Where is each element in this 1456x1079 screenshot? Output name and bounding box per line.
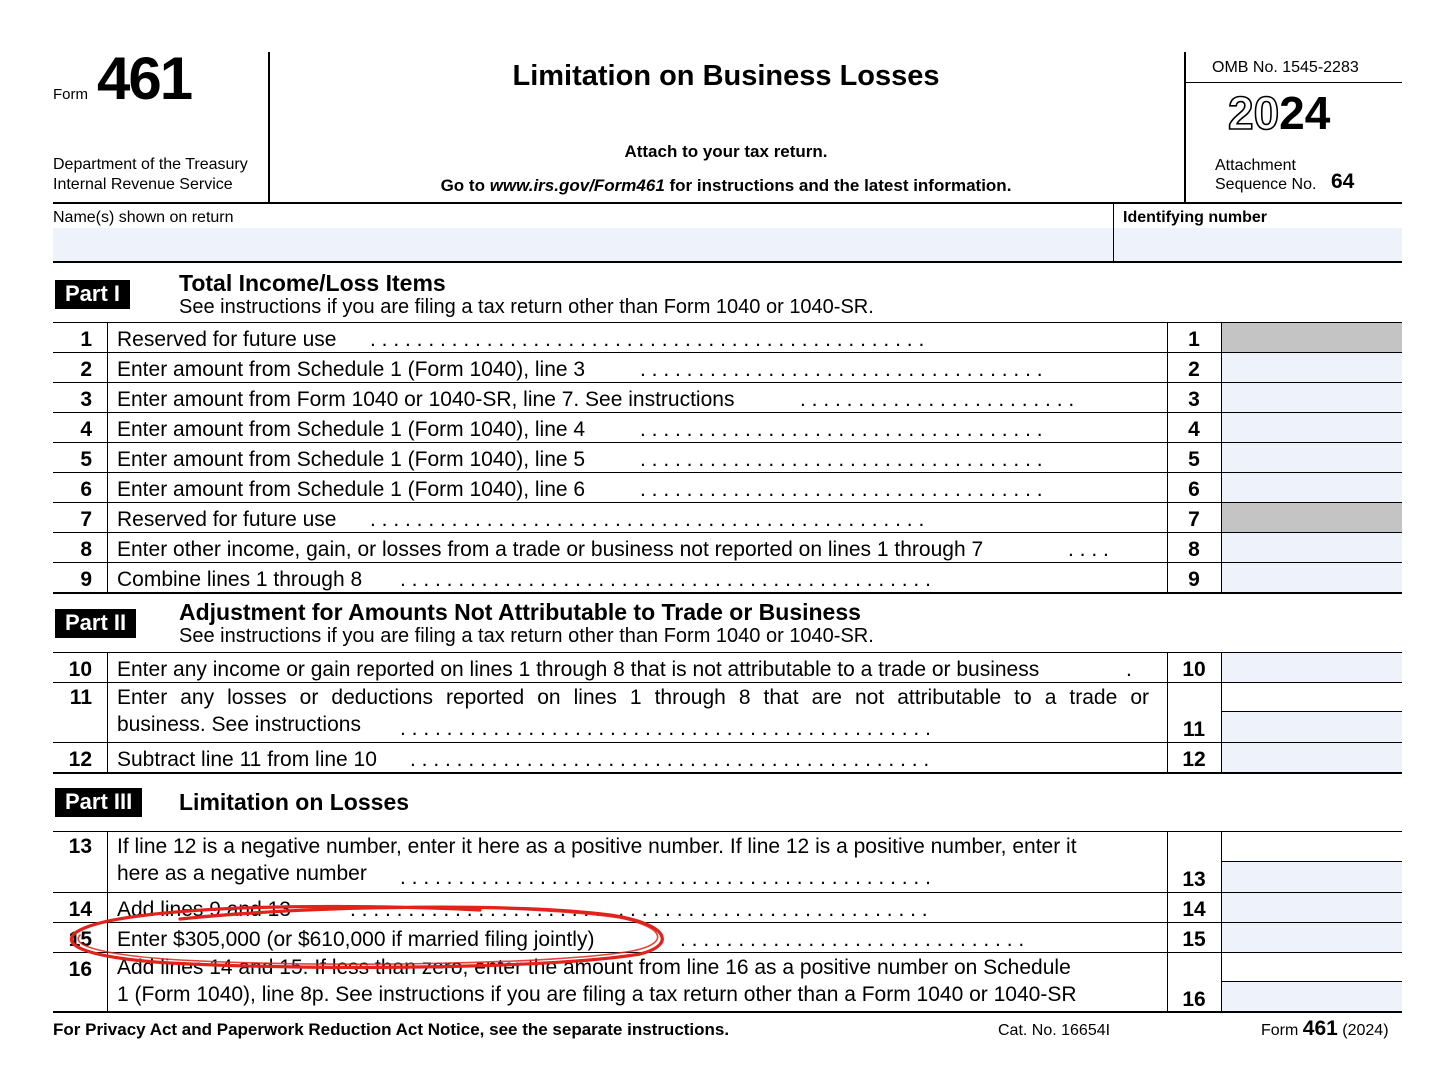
names-label: Name(s) shown on return [53,209,234,226]
line-8-box-label: 8 [1188,538,1200,561]
service-label: Internal Revenue Service [53,176,233,193]
line-12-dots: . . . . . . . . . . . . . . . . . . . . . . . . . . . . . . . . . . . . . . . . . . . . . [410,748,930,771]
line-2-text: Enter amount from Schedule 1 (Form 1040), line 3 [117,358,586,381]
line-4-box-label: 4 [1188,418,1200,441]
footer-form-year: (2024) [1342,1022,1389,1039]
line-8-number: 8 [80,538,92,561]
line-15-dots: . . . . . . . . . . . . . . . . . . . . . . . . . . . . . . [680,928,1025,951]
line-14-dots: . . . . . . . . . . . . . . . . . . . . . . . . . . . . . . . . . . . . . . . . . . . . . . . . . . [350,898,928,921]
form-number: 461 [97,45,192,112]
line-13-number: 13 [68,835,92,858]
line-6-box-label: 6 [1188,478,1200,501]
line-3-number: 3 [80,388,92,411]
tax-year-bold: 24 [1279,87,1331,139]
line-3-dots: . . . . . . . . . . . . . . . . . . . . . . . . [800,388,1075,411]
footer-form-number: 461 [1302,1017,1338,1040]
line-1-text: Reserved for future use [117,328,337,351]
line-6-text: Enter amount from Schedule 1 (Form 1040), line 6 [117,478,586,501]
omb-number: OMB No. 1545-2283 [1212,59,1359,76]
line-9-text: Combine lines 1 through 8 [117,568,363,591]
line-6-dots: . . . . . . . . . . . . . . . . . . . . . . . . . . . . . . . . . . . [640,478,1043,501]
footer-form-word: Form [1261,1022,1299,1039]
line-10-dots: . [1126,658,1132,681]
goto-prefix: Go to [440,176,490,195]
attachment-label: Attachment [1215,157,1296,174]
line-11-text-a: Enter any losses or deductions reported on lines 1 through 8 that are not attributable to a trade or [117,686,1149,709]
line-5-box-label: 5 [1188,448,1200,471]
part-1-title: Total Income/Loss Items [179,270,446,296]
line-12-text: Subtract line 11 from line 10 [117,748,377,771]
irs-url-link[interactable]: www.irs.gov/Form461 [489,176,665,195]
footer-form-id [1261,1017,1389,1041]
line-12-number: 12 [68,748,92,771]
line-4-number: 4 [80,418,92,441]
line-3-text: Enter amount from Form 1040 or 1040-SR, line 7. See instructions [117,388,735,411]
line-3-box-label: 3 [1188,388,1200,411]
line-2-dots: . . . . . . . . . . . . . . . . . . . . . . . . . . . . . . . . . . . [640,358,1043,381]
part-2-badge: Part II [55,609,136,638]
line-5-number: 5 [80,448,92,471]
part-2-subtitle: See instructions if you are filing a tax return other than Form 1040 or 1040-SR. [179,625,874,647]
line-14-text: Add lines 9 and 13 [117,898,291,921]
part-2-title: Adjustment for Amounts Not Attributable to Trade or Business [179,599,861,625]
line-2-number: 2 [80,358,92,381]
catalog-number: Cat. No. 16654I [998,1022,1111,1039]
goto-suffix: for instructions and the latest information. [664,176,1012,195]
line-9-dots: . . . . . . . . . . . . . . . . . . . . . . . . . . . . . . . . . . . . . . . . . . . . . . [400,568,931,591]
privacy-notice: For Privacy Act and Paperwork Reduction Act Notice, see the separate instructions. [53,1020,730,1039]
line-14-number: 14 [68,898,92,921]
line-15-box-label: 15 [1182,928,1206,951]
line-13-text-a: If line 12 is a negative number, enter it here as a positive number. If line 12 is a positive number, enter it [117,835,1077,858]
line-9-box-label: 9 [1188,568,1200,591]
line-16-text-b: 1 (Form 1040), line 8p. See instructions if you are filing a tax return other than a Form 1040 or 1040-SR [117,983,1077,1006]
line-7-box-label: 7 [1188,508,1200,531]
line-11-number: 11 [69,686,92,709]
line-14-box-label: 14 [1182,898,1206,921]
sequence-label: Sequence No. [1215,176,1317,193]
line-10-text: Enter any income or gain reported on lines 1 through 8 that is not attributable to a trade or business [117,658,1040,681]
line-5-dots: . . . . . . . . . . . . . . . . . . . . . . . . . . . . . . . . . . . [640,448,1043,471]
line-12-box-label: 12 [1182,748,1206,771]
part-3-title: Limitation on Losses [179,789,410,815]
line-5-text: Enter amount from Schedule 1 (Form 1040), line 5 [117,448,586,471]
line-9-number: 9 [80,568,92,591]
id-label: Identifying number [1123,209,1267,226]
line-10-number: 10 [68,658,92,681]
attach-note: Attach to your tax return. [624,142,828,161]
line-15-number: 15 [68,928,92,951]
line-7-number: 7 [80,508,92,531]
tax-year-outline: 20 [1228,87,1280,139]
form-title: Limitation on Business Losses [512,60,940,92]
department-label: Department of the Treasury [53,156,248,173]
line-13-box-label: 13 [1182,868,1206,891]
part-1-badge: Part I [55,280,130,309]
sequence-number: 64 [1331,170,1355,193]
line-7-dots: . . . . . . . . . . . . . . . . . . . . . . . . . . . . . . . . . . . . . . . . . . . . . . . . [370,508,925,531]
line-4-text: Enter amount from Schedule 1 (Form 1040), line 4 [117,418,586,441]
line-7-text: Reserved for future use [117,508,337,531]
part-1-subtitle: See instructions if you are filing a tax return other than Form 1040 or 1040-SR. [179,296,874,318]
line-11-text-b: business. See instructions [117,713,361,736]
line-16-box-label: 16 [1182,988,1206,1011]
line-1-number: 1 [80,328,92,351]
line-11-dots: . . . . . . . . . . . . . . . . . . . . . . . . . . . . . . . . . . . . . . . . . . . . . . [400,717,931,740]
line-1-box-label: 1 [1188,328,1200,351]
line-16-text-a: Add lines 14 and 15. If less than zero, enter the amount from line 16 as a positive number on Schedule [117,956,1071,979]
line-13-dots: . . . . . . . . . . . . . . . . . . . . . . . . . . . . . . . . . . . . . . . . . . . . . . [400,866,931,889]
line-8-text: Enter other income, gain, or losses from a trade or business not reported on lines 1 through 7 [117,538,984,561]
line-16-number: 16 [68,958,92,981]
part-3-badge: Part III [55,788,142,817]
line-8-dots: . . . . [1068,538,1109,561]
line-6-number: 6 [80,478,92,501]
line-2-box-label: 2 [1188,358,1200,381]
line-10-box-label: 10 [1182,658,1206,681]
line-15-text: Enter $305,000 (or $610,000 if married filing jointly) [117,928,595,951]
form-label: Form [53,86,88,103]
line-1-dots: . . . . . . . . . . . . . . . . . . . . . . . . . . . . . . . . . . . . . . . . . . . . . . . . [370,328,925,351]
line-11-box-label: 11 [1182,718,1206,741]
line-4-dots: . . . . . . . . . . . . . . . . . . . . . . . . . . . . . . . . . . . [640,418,1043,441]
line-13-text-b: here as a negative number [117,862,367,885]
